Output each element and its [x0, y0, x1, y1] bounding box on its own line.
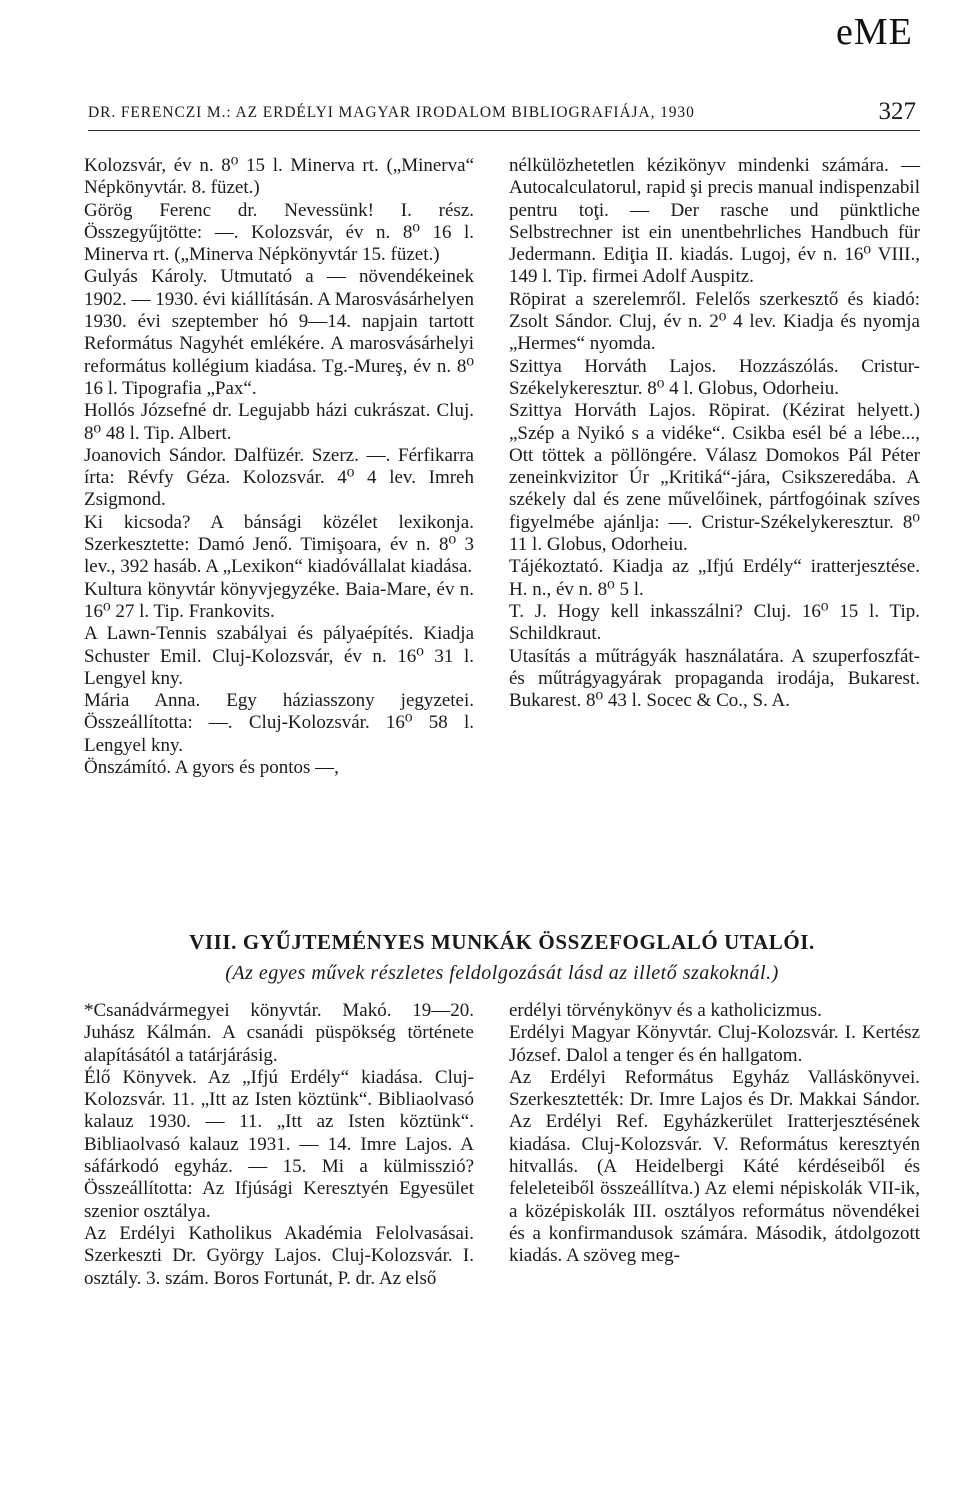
bibliography-entry: Szittya Horváth Lajos. Hozzászólás. Cristur-Székelykeresztur. 8⁰ 4 l. Globus, Odorheiu.	[509, 355, 920, 399]
bibliography-entry: A Lawn-Tennis szabályai és pályaépítés. Kiadja Schuster Emil. Cluj-Kolozsvár, év n. 16⁰ 31 l. Lengyel kny.	[84, 623, 474, 689]
bibliography-entry: Az Erdélyi Katholikus Akadémia Felolvasásai. Szerkeszti Dr. György Lajos. Cluj-Kolozsvár. I. osztály. 3. szám. Boros Fortunát, P. dr. Az első	[84, 1222, 474, 1289]
upper-left-column	[84, 155, 474, 779]
bibliography-entry: Gulyás Károly. Utmutató a — növendékeinek 1902. — 1930. évi kiállításán. A Marosvásárhelyen 1930. évi szeptember hó 9—14. napjain tartott Református Nagyhét emlékére. A marosvásárhelyi református kollégium kiadása. Tg.-Mureş, év n. 8⁰ 16 l. Tipografia „Pax“.	[84, 266, 474, 399]
upper-right-column	[509, 155, 920, 712]
publisher-logo: eME	[836, 11, 913, 53]
bibliography-entry: nélkülözhetetlen kézikönyv mindenki számára. — Autocalculatorul, rapid şi precis manual indispenzabil pentru toţi. — Der rasche und pünktliche Selbstrechner ist ein unentbehrliches Handbuch für Jedermann. Ediţia II. kiadás. Lugoj, év n. 16⁰ VIII., 149 l. Tip. firmei Adolf Auspitz.	[509, 155, 920, 288]
lower-left-column	[84, 1000, 474, 1290]
bibliography-entry: Ki kicsoda? A bánsági közélet lexikonja. Szerkesztette: Damó Jenő. Timişoara, év n. 8⁰ 3 lev., 392 hasáb. A „Lexikon“ kiadóvállalat kiadása.	[84, 511, 474, 578]
section-heading: VIII. GYŰJTEMÉNYES MUNKÁK ÖSSZEFOGLALÓ UTALÓI.	[189, 930, 815, 954]
bibliography-entry: Erdélyi Magyar Könyvtár. Cluj-Kolozsvár. I. Kertész József. Dalol a tenger és én hallgatom.	[509, 1022, 920, 1066]
page-number: 327	[878, 98, 916, 125]
bibliography-entry: Joanovich Sándor. Dalfüzér. Szerz. —. Férfikarra írta: Révfy Géza. Kolozsvár. 4⁰ 4 lev. Imreh Zsigmond.	[84, 444, 474, 511]
bibliography-entry: Kultura könyvtár könyvjegyzéke. Baia-Mare, év n. 16⁰ 27 l. Tip. Frankovits.	[84, 578, 474, 622]
bibliography-entry: T. J. Hogy kell inkasszálni? Cluj. 16⁰ 15 l. Tip. Schildkraut.	[509, 600, 920, 645]
bibliography-entry: *Csanádvármegyei könyvtár. Makó. 19—20. Juhász Kálmán. A csanádi püspökség története alapításától a tatárjárásig.	[84, 1000, 474, 1066]
bibliography-entry: Utasítás a műtrágyák használatára. A szuperfoszfát- és műtrágyagyárak propaganda irodája, Bukarest. Bukarest. 8⁰ 43 l. Socec & Co., S. A.	[509, 645, 920, 712]
running-title: DR. FERENCZI M.: AZ ERDÉLYI MAGYAR IRODALOM BIBLIOGRAFIÁJA, 1930	[88, 104, 695, 121]
running-header	[88, 96, 920, 131]
lower-right-column	[509, 1000, 920, 1268]
bibliography-entry: Önszámító. A gyors és pontos —,	[84, 757, 339, 779]
bibliography-entry: Tájékoztató. Kiadja az „Ifjú Erdély“ iratterjesztése. H. n., év n. 8⁰ 5 l.	[509, 556, 920, 600]
bibliography-entry: Az Erdélyi Református Egyház Valláskönyvei. Szerkesztették: Dr. Imre Lajos és Dr. Makkai Sándor. Az Erdélyi Ref. Egyházkerület Iratterjesztésének kiadása. Cluj-Kolozsvár. V. Református keresztyén hitvallás. (A Heidelbergi Káté kérdéseiből és feleleteiből összeállítva.) Az elemi népiskolák VII-ik, a középiskolák III. osztályos református növendékei és a konfirmandusok számára. Második, átdolgozott kiadás. A szöveg meg-	[509, 1066, 920, 1267]
bibliography-entry: Élő Könyvek. Az „Ifjú Erdély“ kiadása. Cluj-Kolozsvár. 11. „Itt az Isten köztünk“. Bibliaolvasó kalauz 1930. — 11. „Itt az Isten köztünk“. Bibliaolvasó kalauz 1931. — 14. Imre Lajos. A sáfárkodó egyház. — 15. Mi a külmisszió? Összeállította: Az Ifjúsági Keresztyén Egyesület szenior osztálya.	[84, 1066, 474, 1222]
bibliography-entry: Görög Ferenc dr. Nevessünk! I. rész. Összegyűjtötte: —. Kolozsvár, év n. 8⁰ 16 l. Minerva rt. („Minerva Népkönyvtár 15. füzet.)	[84, 199, 474, 266]
bibliography-entry: Kolozsvár, év n. 8⁰ 15 l. Minerva rt. („Minerva“ Népkönyvtár. 8. füzet.)	[84, 155, 474, 199]
bibliography-entry: Röpirat a szerelemről. Felelős szerkesztő és kiadó: Zsolt Sándor. Cluj, év n. 2⁰ 4 lev. Kiadja és nyomja „Hermes“ nyomda.	[509, 288, 920, 355]
bibliography-entry: Mária Anna. Egy háziasszony jegyzetei. Összeállította: —. Cluj-Kolozsvár. 16⁰ 58 l. Lengyel kny.	[84, 690, 474, 756]
bibliography-entry: Hollós Józsefné dr. Legujabb házi cukrászat. Cluj. 8⁰ 48 l. Tip. Albert.	[84, 400, 474, 444]
section-subheading: (Az egyes művek részletes feldolgozását lásd az illető szakoknál.)	[225, 962, 779, 984]
bibliography-entry: erdélyi törvénykönyv és a katholicizmus.	[509, 1000, 822, 1021]
bibliography-entry: Szittya Horváth Lajos. Röpirat. (Kézirat helyett.) „Szép a Nyikó s a vidéke“. Csikba esél bé a lébe..., Ott töttek a pöllöngére. Válasz Domokos Pál Péter zeneinkvizitor Úr „Kritiká“-jára, Csikszeredába. A székely dal és zene művelőinek, pártfogóinak szíves figyelmébe ajánlja: —. Cristur-Székelykeresztur. 8⁰ 11 l. Globus, Odorheiu.	[509, 400, 920, 556]
